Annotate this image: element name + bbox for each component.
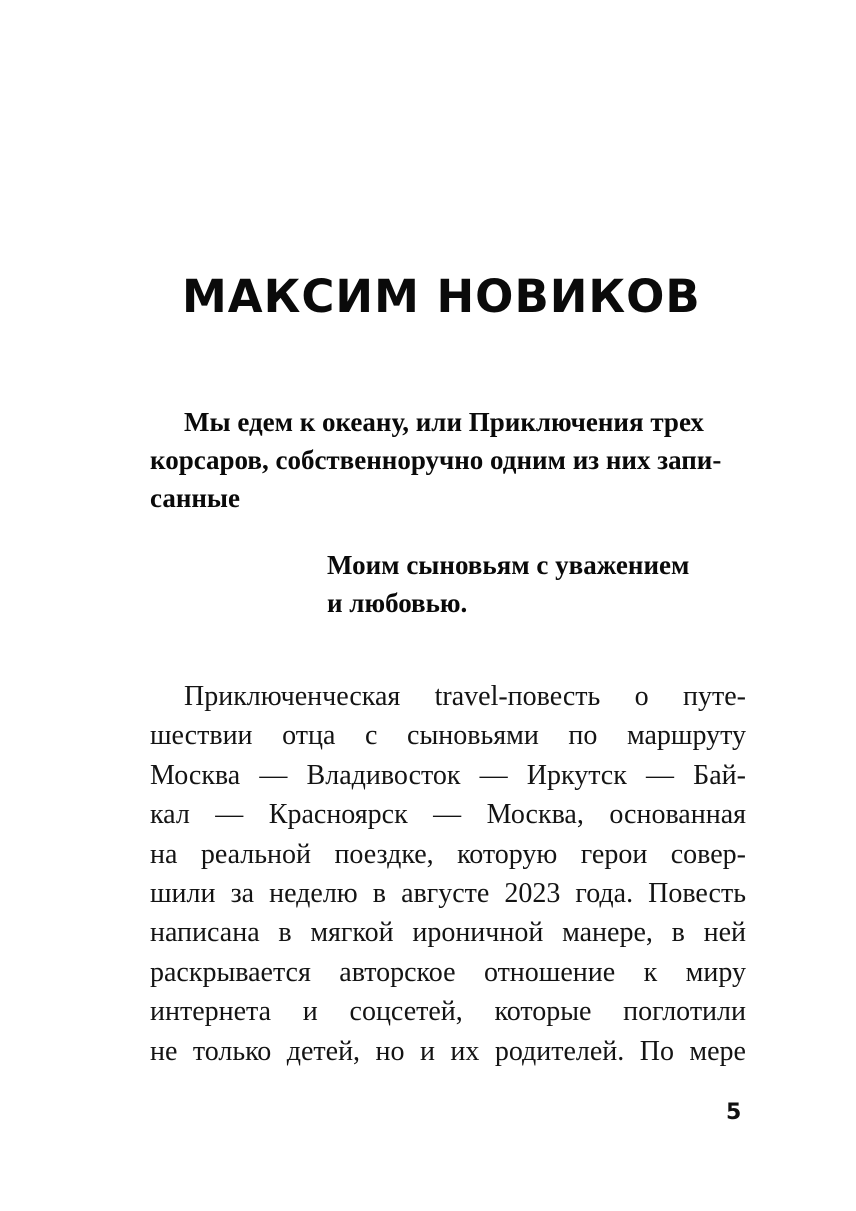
body-line: не только детей, но и их родителей. По мере bbox=[150, 1035, 746, 1067]
page-number: 5 bbox=[726, 1100, 742, 1125]
body-line: раскрывается авторское отношение к миру bbox=[150, 956, 746, 988]
body-line: кал — Красноярск — Москва, основанная bbox=[150, 799, 746, 831]
body-paragraph bbox=[150, 677, 746, 1071]
title-line: Мы едем к океану, или Приключения трех bbox=[184, 407, 704, 437]
title-line: корсаров, собственноручно одним из них запи- bbox=[150, 445, 722, 475]
body-line: интернета и соцсетей, которые поглотили bbox=[150, 996, 746, 1028]
body-line: написана в мягкой ироничной манере, в ней bbox=[150, 917, 746, 949]
dedication bbox=[327, 546, 747, 622]
body-line: шествии отца с сыновьями по маршруту bbox=[150, 720, 746, 752]
body-line: Москва — Владивосток — Иркутск — Бай- bbox=[150, 759, 746, 791]
dedication-line: Моим сыновьям с уважением bbox=[327, 550, 690, 580]
book-title bbox=[150, 403, 746, 517]
title-line: санные bbox=[150, 483, 240, 513]
dedication-line: и любовью. bbox=[327, 588, 468, 618]
body-line: Приключенческая travel-повесть о путе- bbox=[184, 681, 746, 712]
body-line: на реальной поездке, которую герои совер- bbox=[150, 838, 746, 870]
author-name: МАКСИМ НОВИКОВ bbox=[182, 270, 701, 323]
body-line: шили за неделю в августе 2023 года. Повесть bbox=[150, 878, 746, 910]
